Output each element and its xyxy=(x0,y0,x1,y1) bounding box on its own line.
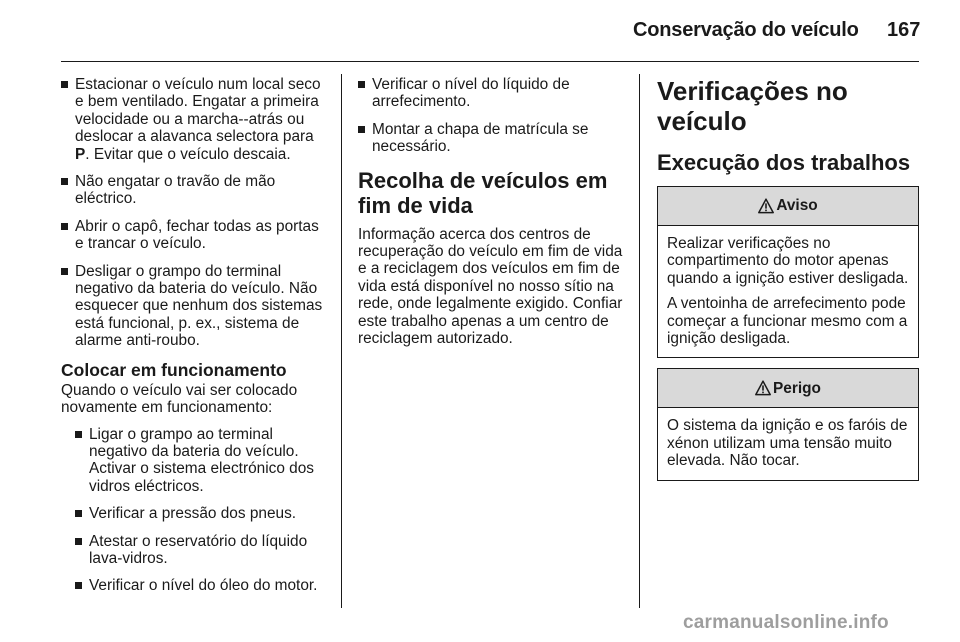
bullet-list xyxy=(61,426,329,595)
warning-box xyxy=(657,186,919,358)
warning-triangle-icon xyxy=(758,198,774,214)
list-item: Montar a chapa de matrícula se necessário. xyxy=(358,121,626,156)
danger-box-body xyxy=(658,408,918,479)
running-title: Conservação do veículo xyxy=(633,19,859,41)
list-item: Ligar o grampo ao terminal negativo da bateria do veículo. Activar o sistema electrónico dos vidros eléctricos. xyxy=(75,426,329,496)
bullet-list xyxy=(358,76,626,156)
danger-text: O sistema da ignição e os faróis de xénon utilizam uma tensão muito elevada. Não tocar. xyxy=(667,417,908,470)
body-paragraph: Informação acerca dos centros de recuperação do veículo em fim de vida e a reciclagem dos veículos em fim de vida está disponível no nosso sítio na rede, onde legalmente exigido. Confiar este trabalho apenas a um centro de reciclagem autorizado. xyxy=(358,225,623,348)
column-divider xyxy=(639,74,640,608)
list-item: Não engatar o travão de mão eléctrico. xyxy=(61,173,329,208)
list-item: Desligar o grampo do terminal negativo da bateria do veículo. Não esquecer que nenhum dos sistemas está funcional, p. ex., sistema de alarme anti-roubo. xyxy=(61,263,329,350)
chapter-title: Verificações no veículo xyxy=(657,76,848,136)
warning-triangle-icon xyxy=(755,380,771,396)
warning-box-body xyxy=(658,226,918,357)
page-header xyxy=(0,0,960,60)
column-divider xyxy=(341,74,342,608)
bullet-square-icon xyxy=(61,268,68,275)
list-item: Abrir o capô, fechar todas as portas e trancar o veículo. xyxy=(61,218,329,253)
list-item: Verificar o nível do óleo do motor. xyxy=(75,577,329,594)
list-item: Verificar o nível do líquido de arrefecimento. xyxy=(358,76,626,111)
section-intro: Quando o veículo vai ser colocado novamente em funcionamento: xyxy=(61,381,298,417)
danger-box-header xyxy=(658,369,918,408)
bullet-square-icon xyxy=(75,510,82,517)
header-rule xyxy=(61,61,919,62)
danger-box xyxy=(657,368,919,480)
bullet-square-icon xyxy=(75,431,82,438)
warning-text: Realizar verificações no compartimento do motor apenas quando a ignição estiver desligada. xyxy=(667,235,909,287)
bullet-square-icon xyxy=(75,538,82,545)
column-middle xyxy=(358,76,626,347)
page-number: 167 xyxy=(887,19,921,41)
section-heading: Execução dos trabalhos xyxy=(657,150,911,175)
warning-box-header xyxy=(658,187,918,226)
column-left xyxy=(61,76,329,605)
warning-text: A ventoinha de arrefecimento pode começar a funcionar mesmo com a ignição desligada. xyxy=(667,295,908,348)
list-item: Estacionar o veículo num local seco e bem ventilado. Engatar a primeira velocidade ou a marcha--atrás ou deslocar a alavanca selectora para P. Evitar que o veículo descaia. xyxy=(61,76,329,163)
section-heading: Colocar em funcionamento xyxy=(61,359,287,380)
watermark: carmanualsonline.info xyxy=(683,612,889,633)
bullet-square-icon xyxy=(61,81,68,88)
bullet-square-icon xyxy=(61,223,68,230)
bullet-square-icon xyxy=(358,81,365,88)
list-item: Atestar o reservatório do líquido lava-vidros. xyxy=(75,533,329,568)
bullet-square-icon xyxy=(75,582,82,589)
column-right xyxy=(657,76,919,491)
danger-label: Perigo xyxy=(773,379,821,397)
section-heading: Recolha de veículos em fim de vida xyxy=(358,167,608,218)
bullet-list xyxy=(61,76,329,350)
bullet-square-icon xyxy=(358,126,365,133)
bullet-square-icon xyxy=(61,178,68,185)
warning-label: Aviso xyxy=(776,197,818,215)
list-item: Verificar a pressão dos pneus. xyxy=(75,505,329,522)
